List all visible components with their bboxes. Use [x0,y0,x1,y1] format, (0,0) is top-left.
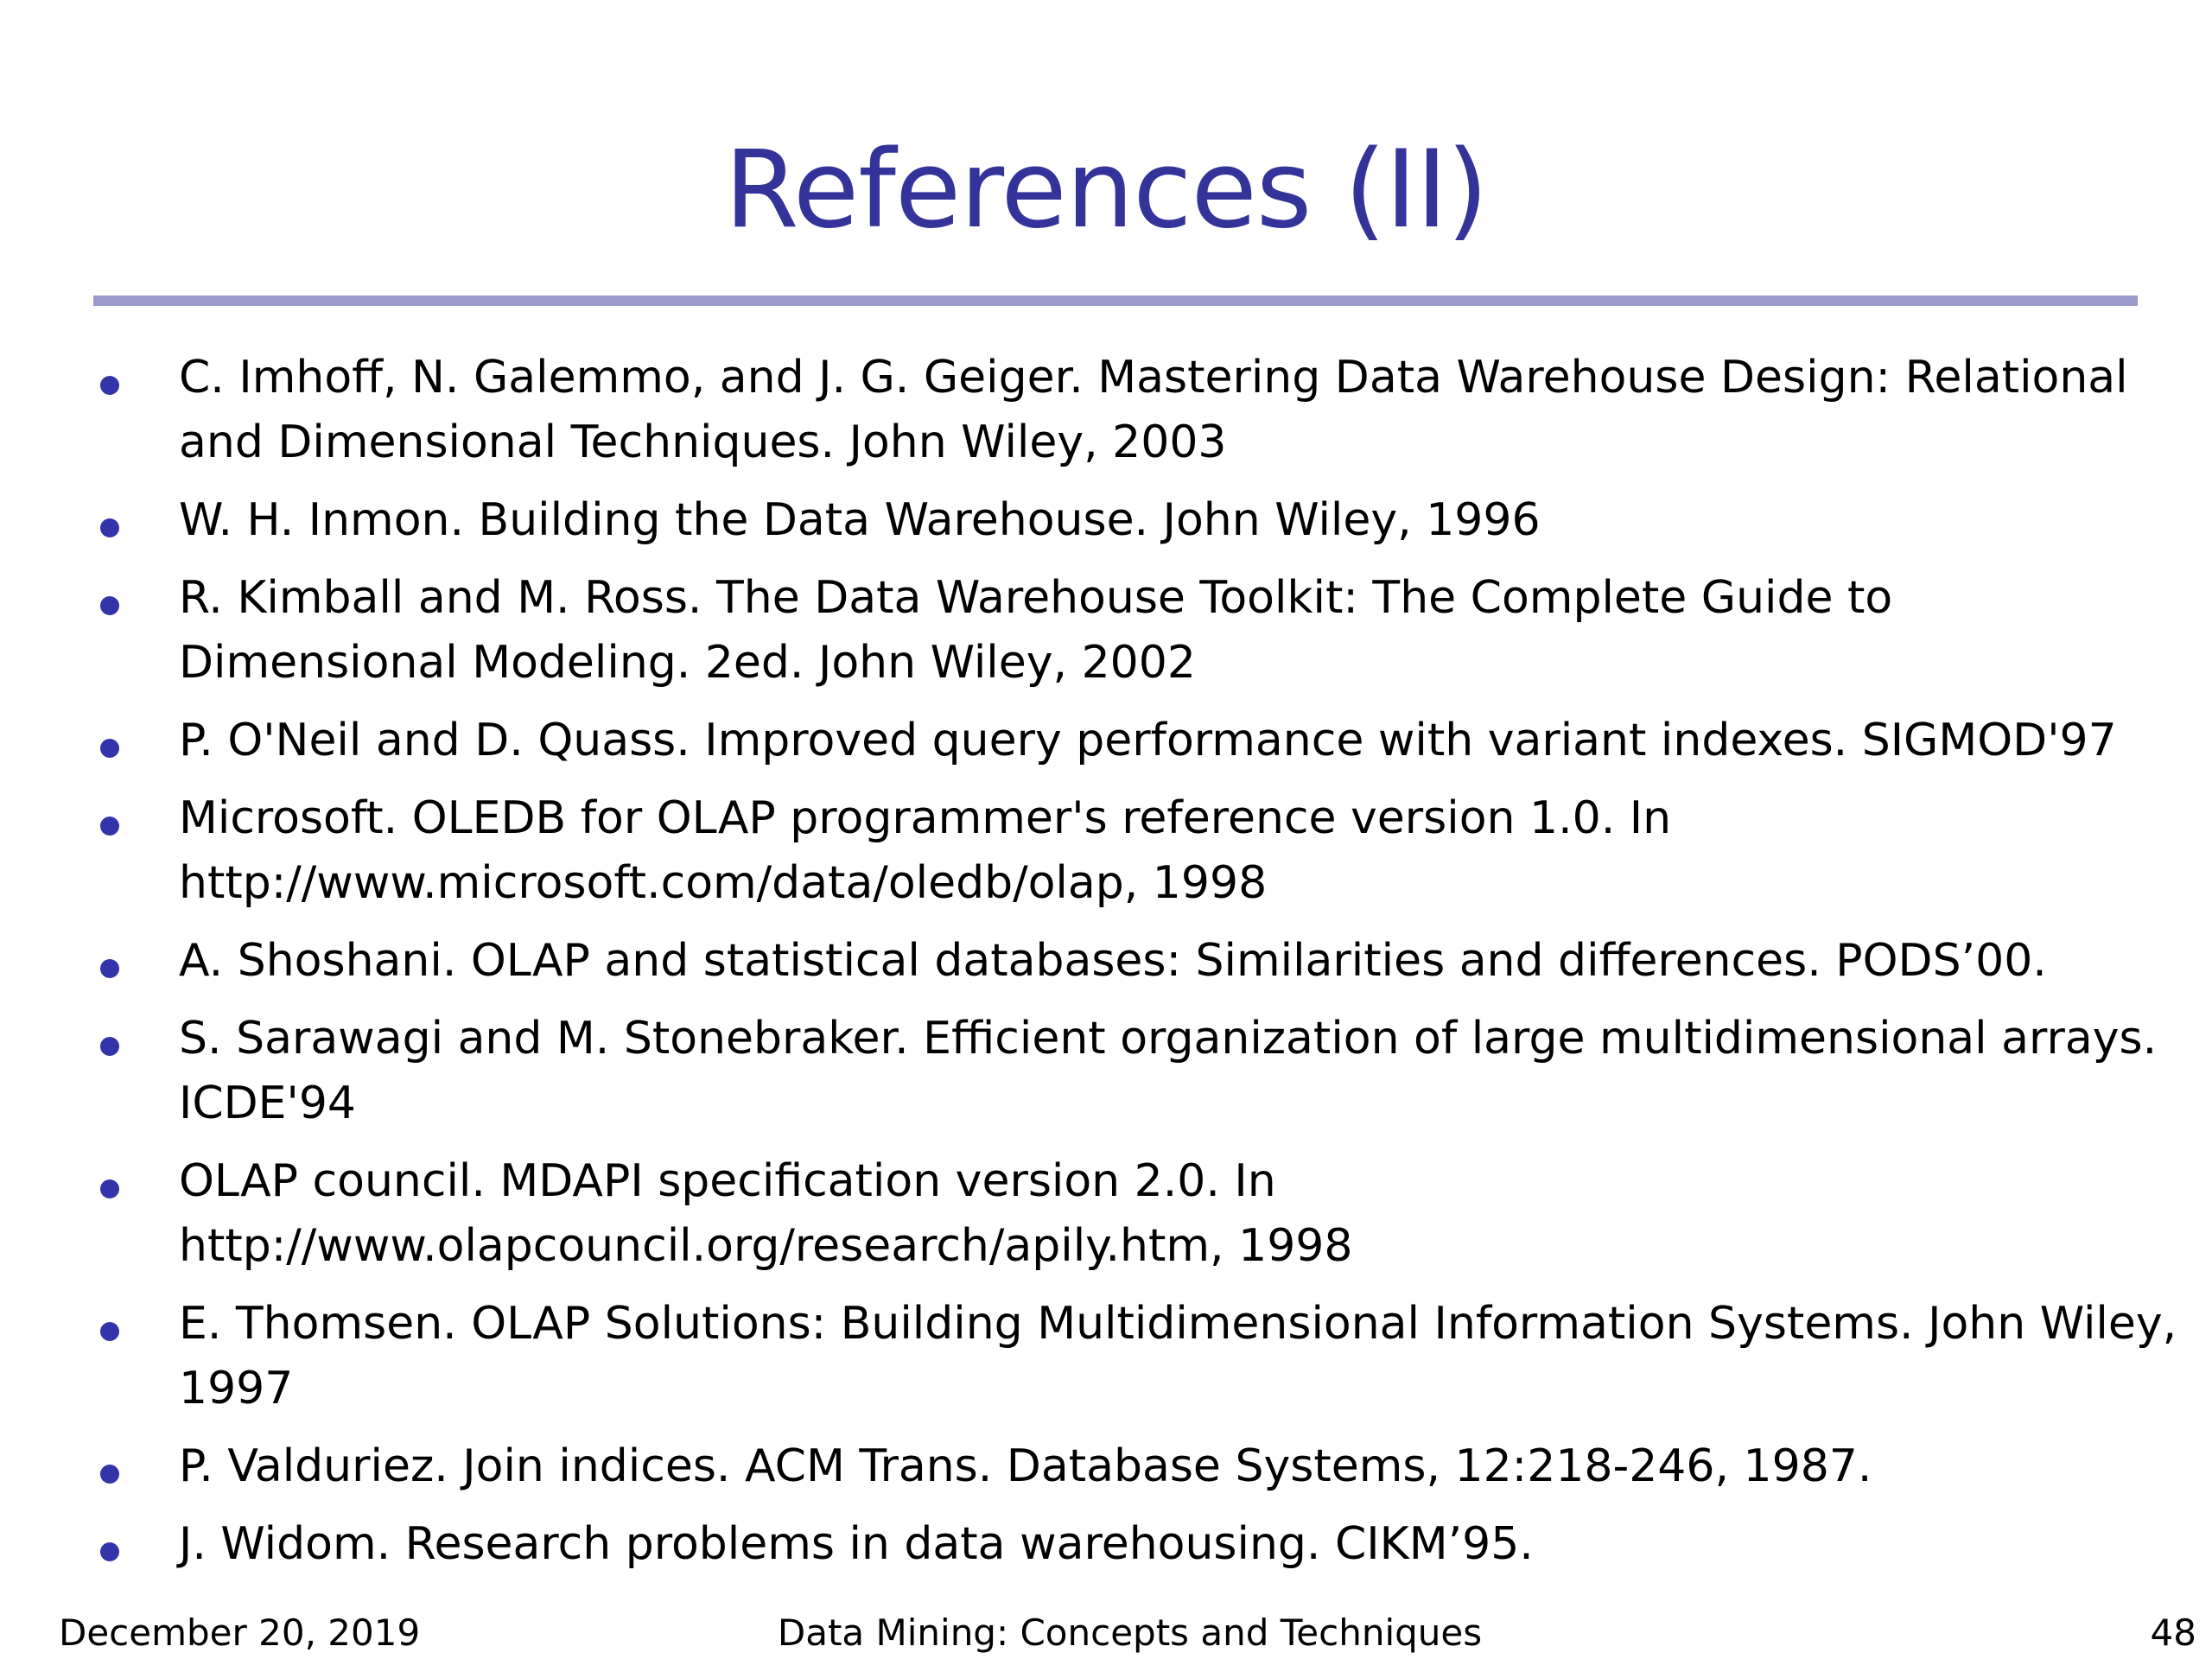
reference-text: OLAP council. MDAPI specification version 2.0. In http://www.olapcouncil.org/research/apily.htm, 1998 [179,1155,1353,1272]
reference-text: A. Shoshani. OLAP and statistical databases: Similarities and differences. PODS’00. [179,935,2047,987]
bullet-icon [100,596,119,615]
title-divider [93,296,2138,306]
bullet-icon [100,1465,119,1484]
bullet-icon [100,518,119,537]
bullet-icon [100,1037,119,1056]
reference-text: P. Valduriez. Join indices. ACM Trans. Database Systems, 12:218-246, 1987. [179,1440,1872,1492]
bullet-icon [100,376,119,395]
page-number: 48 [2150,1611,2196,1654]
reference-text: R. Kimball and M. Ross. The Data Warehouse Toolkit: The Complete Guide to Dimensional Modeling. 2ed. John Wiley, 2002 [179,572,1893,689]
bullet-icon [100,1542,119,1561]
reference-text: E. Thomsen. OLAP Solutions: Building Multidimensional Information Systems. John Wiley, 1997 [179,1298,2177,1414]
footer-date: December 20, 2019 [59,1611,421,1654]
reference-text: C. Imhoff, N. Galemmo, and J. G. Geiger. Mastering Data Warehouse Design: Relational and Dimensional Techniques. John Wiley, 2003 [179,352,2128,468]
reference-text: S. Sarawagi and M. Stonebraker. Efficient organization of large multidimensional arrays. ICDE'94 [179,1013,2158,1129]
reference-text: Microsoft. OLEDB for OLAP programmer's reference version 1.0. In http://www.microsoft.com/data/oledb/olap, 1998 [179,792,1672,909]
slide-title: References (II) [724,128,1488,252]
footer-course-title: Data Mining: Concepts and Techniques [777,1611,1483,1654]
bullet-icon [100,817,119,836]
reference-text: J. Widom. Research problems in data warehousing. CIKM’95. [179,1518,1534,1570]
bullet-icon [100,1179,119,1198]
reference-text: W. H. Inmon. Building the Data Warehouse. John Wiley, 1996 [179,494,1541,546]
bullet-icon [100,739,119,758]
bullet-icon [100,959,119,978]
bullet-icon [100,1322,119,1341]
reference-text: P. O'Neil and D. Quass. Improved query performance with variant indexes. SIGMOD'97 [179,715,2117,766]
